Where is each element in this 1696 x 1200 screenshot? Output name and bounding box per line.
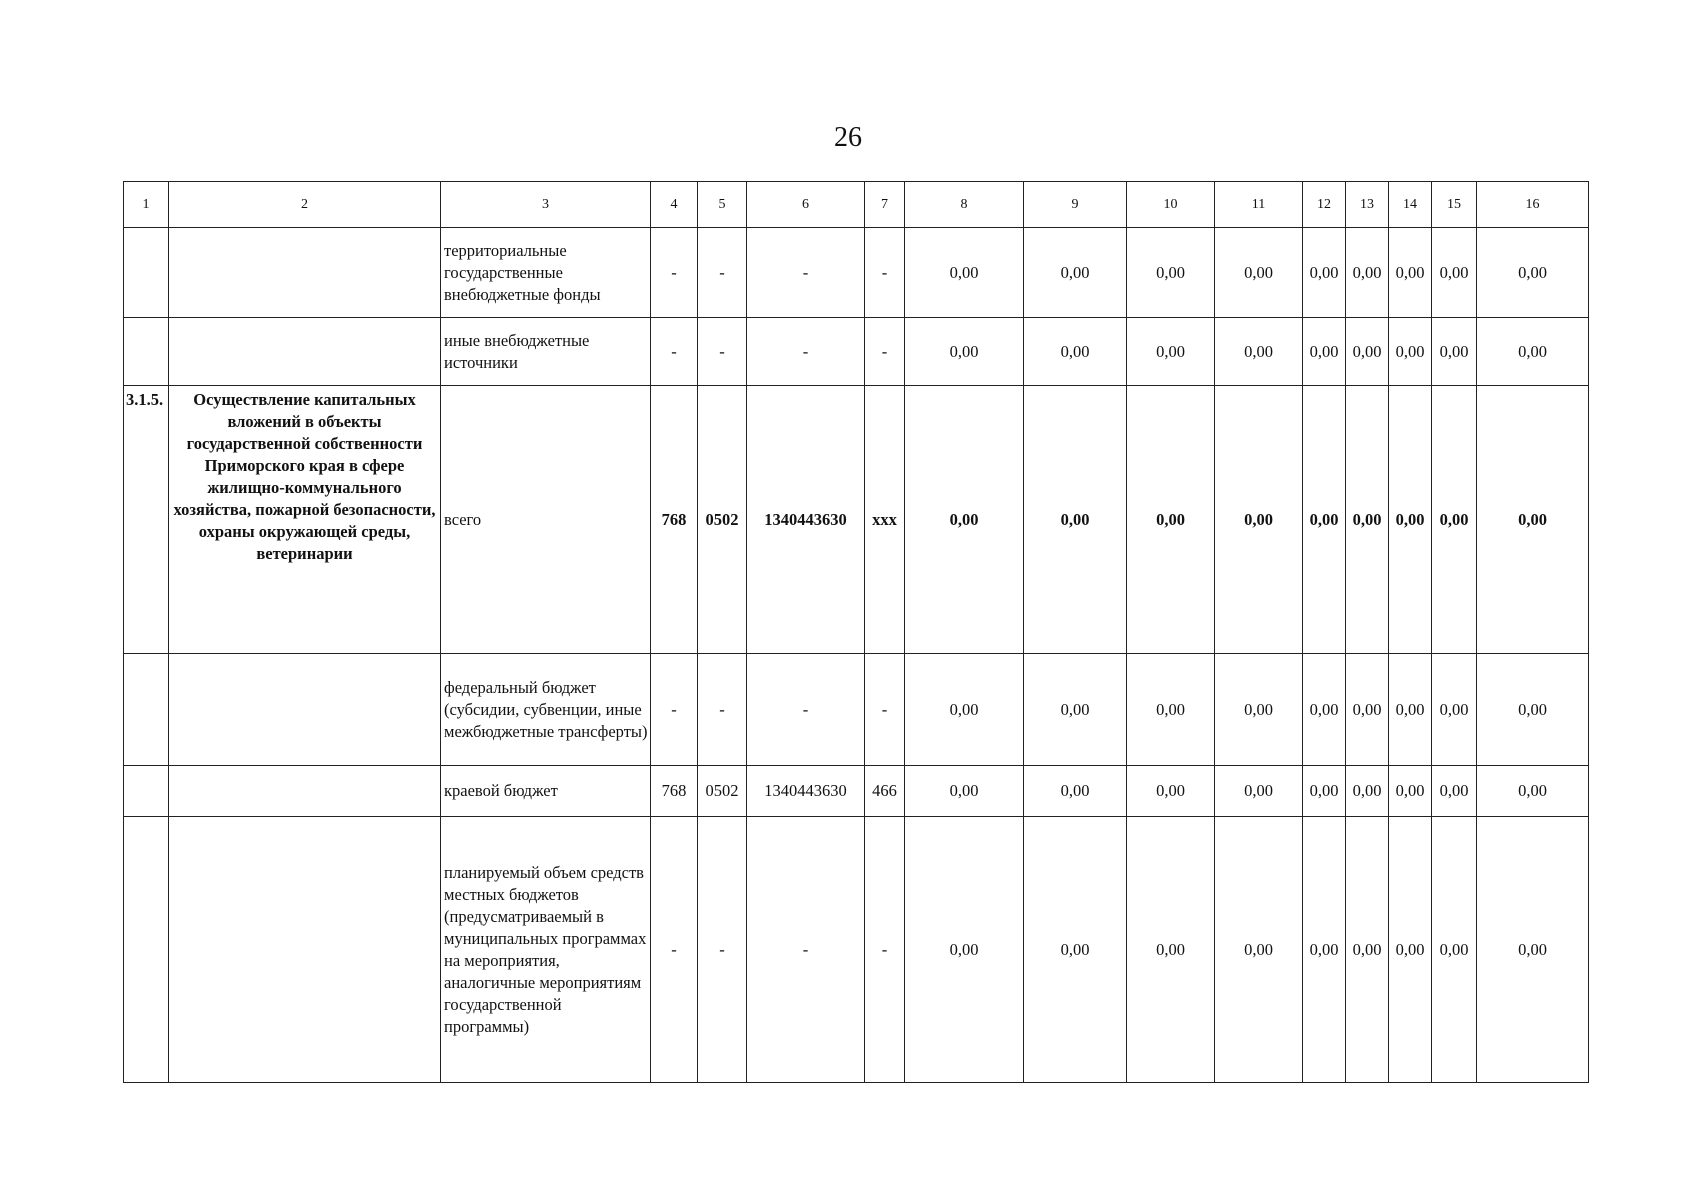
value-cell: 0,00 <box>1346 318 1389 386</box>
value-cell: 0,00 <box>1127 318 1215 386</box>
item-number: 3.1.5. <box>124 386 169 654</box>
value-cell: 0,00 <box>1024 318 1127 386</box>
value-cell: 0,00 <box>1477 228 1589 318</box>
value-cell: 0,00 <box>1215 654 1303 766</box>
target-article-code: - <box>747 318 865 386</box>
column-header: 12 <box>1303 182 1346 228</box>
expense-type-code: - <box>865 817 905 1083</box>
value-cell: 0,00 <box>1215 386 1303 654</box>
value-cell: 0,00 <box>1024 766 1127 817</box>
value-cell: 0,00 <box>1346 654 1389 766</box>
target-article-code: - <box>747 654 865 766</box>
value-cell: 0,00 <box>1389 228 1432 318</box>
section-code: 0502 <box>698 766 747 817</box>
value-cell: 0,00 <box>1024 654 1127 766</box>
funding-source: федеральный бюджет (субсидии, субвенции, иные межбюджетные трансферты) <box>441 654 651 766</box>
value-cell: 0,00 <box>1303 654 1346 766</box>
value-cell: 0,00 <box>1432 766 1477 817</box>
value-cell: 0,00 <box>905 766 1024 817</box>
value-cell: 0,00 <box>1432 654 1477 766</box>
value-cell: 0,00 <box>1389 766 1432 817</box>
value-cell: 0,00 <box>1303 766 1346 817</box>
value-cell: 0,00 <box>1346 766 1389 817</box>
item-number <box>124 654 169 766</box>
value-cell: 0,00 <box>1215 228 1303 318</box>
value-cell: 0,00 <box>1432 228 1477 318</box>
value-cell: 0,00 <box>1346 386 1389 654</box>
section-code: - <box>698 817 747 1083</box>
value-cell: 0,00 <box>1303 817 1346 1083</box>
value-cell: 0,00 <box>1303 386 1346 654</box>
expense-type-code: 466 <box>865 766 905 817</box>
value-cell: 0,00 <box>1389 817 1432 1083</box>
column-header: 2 <box>169 182 441 228</box>
target-article-code: 1340443630 <box>747 766 865 817</box>
table-row <box>124 318 1589 386</box>
column-header: 9 <box>1024 182 1127 228</box>
target-article-code: - <box>747 817 865 1083</box>
value-cell: 0,00 <box>1127 654 1215 766</box>
expense-type-code: - <box>865 228 905 318</box>
value-cell: 0,00 <box>1346 817 1389 1083</box>
value-cell: 0,00 <box>1432 386 1477 654</box>
item-number <box>124 228 169 318</box>
column-header: 15 <box>1432 182 1477 228</box>
table-row <box>124 766 1589 817</box>
target-article-code: - <box>747 228 865 318</box>
value-cell: 0,00 <box>1127 817 1215 1083</box>
funding-source: территориальные государственные внебюджетные фонды <box>441 228 651 318</box>
column-header: 14 <box>1389 182 1432 228</box>
column-header: 1 <box>124 182 169 228</box>
grbs-code: - <box>651 318 698 386</box>
value-cell: 0,00 <box>1024 228 1127 318</box>
section-code: - <box>698 228 747 318</box>
column-header: 13 <box>1346 182 1389 228</box>
item-number <box>124 817 169 1083</box>
grbs-code: - <box>651 654 698 766</box>
value-cell: 0,00 <box>1432 318 1477 386</box>
value-cell: 0,00 <box>1024 817 1127 1083</box>
item-number <box>124 318 169 386</box>
value-cell: 0,00 <box>1303 228 1346 318</box>
grbs-code: 768 <box>651 766 698 817</box>
table-row <box>124 386 1589 654</box>
value-cell: 0,00 <box>1127 228 1215 318</box>
value-cell: 0,00 <box>905 817 1024 1083</box>
value-cell: 0,00 <box>1389 318 1432 386</box>
expense-type-code: ххх <box>865 386 905 654</box>
column-header: 5 <box>698 182 747 228</box>
value-cell: 0,00 <box>905 318 1024 386</box>
grbs-code: - <box>651 817 698 1083</box>
value-cell: 0,00 <box>1389 654 1432 766</box>
item-number <box>124 766 169 817</box>
value-cell: 0,00 <box>1024 386 1127 654</box>
funding-source: иные внебюджетные источники <box>441 318 651 386</box>
expense-type-code: - <box>865 318 905 386</box>
table-row <box>124 817 1589 1083</box>
table-row <box>124 228 1589 318</box>
header-row <box>124 182 1589 228</box>
value-cell: 0,00 <box>1477 654 1589 766</box>
column-header: 11 <box>1215 182 1303 228</box>
value-cell: 0,00 <box>1127 386 1215 654</box>
item-name <box>169 318 441 386</box>
grbs-code: - <box>651 228 698 318</box>
section-code: - <box>698 654 747 766</box>
column-header: 4 <box>651 182 698 228</box>
value-cell: 0,00 <box>1477 817 1589 1083</box>
value-cell: 0,00 <box>905 654 1024 766</box>
value-cell: 0,00 <box>1477 386 1589 654</box>
funding-source: всего <box>441 386 651 654</box>
value-cell: 0,00 <box>1477 766 1589 817</box>
value-cell: 0,00 <box>1432 817 1477 1083</box>
table-row <box>124 654 1589 766</box>
value-cell: 0,00 <box>1389 386 1432 654</box>
column-header: 3 <box>441 182 651 228</box>
funding-source: планируемый объем средств местных бюджетов (предусматриваемый в муниципальных программах на мероприятия, аналогичные мероприятиям государственной программы) <box>441 817 651 1083</box>
value-cell: 0,00 <box>1127 766 1215 817</box>
item-name <box>169 654 441 766</box>
target-article-code: 1340443630 <box>747 386 865 654</box>
item-name <box>169 766 441 817</box>
item-name <box>169 817 441 1083</box>
item-name: Осуществление капитальных вложений в объекты государственной собственности Приморского края в сфере жилищно-коммунального хозяйства, пожарной безопасности, охраны окружающей среды, ветеринарии <box>169 386 441 654</box>
page-number: 26 <box>834 122 862 153</box>
column-header: 10 <box>1127 182 1215 228</box>
item-name <box>169 228 441 318</box>
value-cell: 0,00 <box>1215 766 1303 817</box>
expense-type-code: - <box>865 654 905 766</box>
budget-table <box>123 181 1589 1083</box>
grbs-code: 768 <box>651 386 698 654</box>
section-code: 0502 <box>698 386 747 654</box>
column-header: 16 <box>1477 182 1589 228</box>
section-code: - <box>698 318 747 386</box>
value-cell: 0,00 <box>1215 318 1303 386</box>
column-header: 8 <box>905 182 1024 228</box>
column-header: 6 <box>747 182 865 228</box>
value-cell: 0,00 <box>1346 228 1389 318</box>
column-header: 7 <box>865 182 905 228</box>
value-cell: 0,00 <box>905 386 1024 654</box>
value-cell: 0,00 <box>1215 817 1303 1083</box>
value-cell: 0,00 <box>1477 318 1589 386</box>
value-cell: 0,00 <box>905 228 1024 318</box>
funding-source: краевой бюджет <box>441 766 651 817</box>
value-cell: 0,00 <box>1303 318 1346 386</box>
